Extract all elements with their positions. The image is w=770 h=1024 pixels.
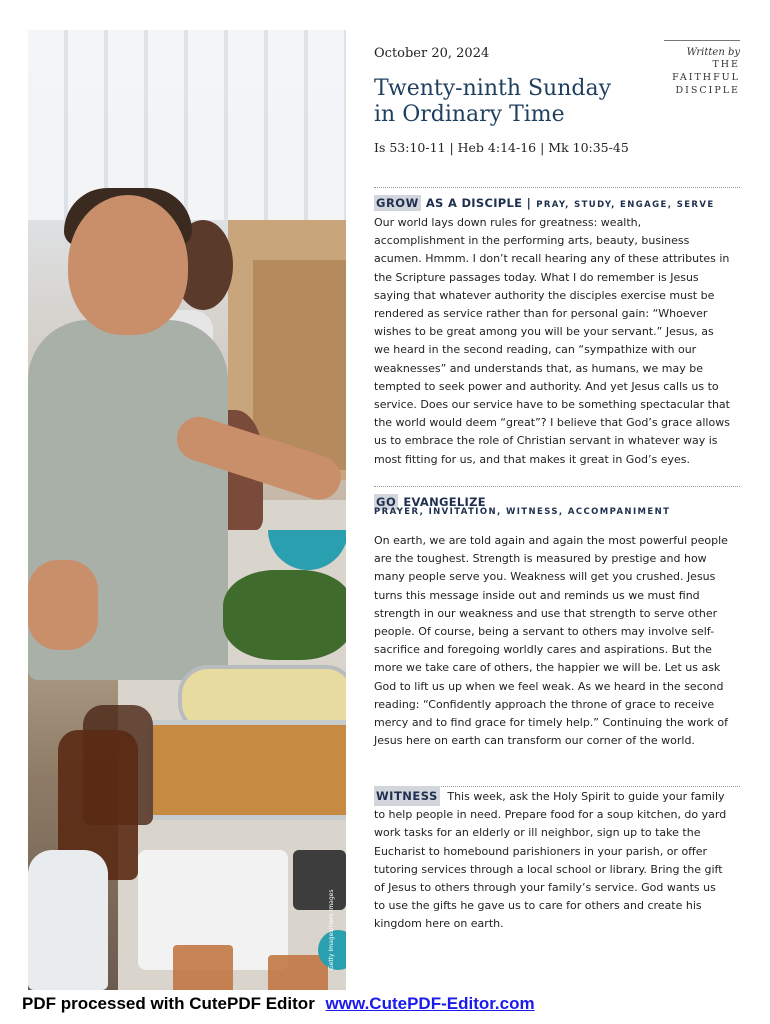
title-line-2: in Ordinary Time — [374, 102, 565, 127]
cutepdf-link[interactable]: www.CutePDF-Editor.com — [325, 994, 535, 1013]
grow-body: Our world lays down rules for greatness: wealth, accomplishment in the performing arts, beauty, business acumen. Hmmm. I don’t recall hearing any of these attributes in the Scripture passages today. What I do remember is Jesus saying that whatever authority the disciples exercise must be rendered as service rather than for personal gain: “Whoever wishes to be great among you will be your servant.” Jesus, as we heard in the second reading, can “sympathize with our weaknesses” and understands that, as humans, we may be tempted to seek power and authority. And yet Jesus calls us to service. Does our service have to be something spectacular that the world would deem “great”? I believe that God’s grace allows us to embrace the role of Christian servant in whatever way is most fitting for us, and that makes it great in God’s eyes. — [374, 216, 730, 466]
witness-body: This week, ask the Holy Spirit to guide your family to help people in need. Prepare food for a soup kitchen, do yard work tasks for an elderly or ill neighbor, sign up to take the Eucharist to homebound parishioners in your parish, or offer tutoring services through a local school or library. Bring the gift of Jesus to others through your family’s service. God wants us to use the gifts he gave us to care for others and create his kingdom here on earth. — [374, 790, 727, 931]
go-heading: EVANGELIZE — [403, 495, 486, 509]
go-tag: GO — [376, 495, 397, 509]
witness-tag: WITNESS — [374, 786, 440, 806]
witness-paragraph — [374, 786, 730, 934]
grow-subheading: PRAY, STUDY, ENGAGE, SERVE — [536, 200, 715, 210]
pdf-watermark — [22, 994, 535, 1014]
brand-line-3: DISCIPLE — [675, 85, 740, 96]
grow-section-heading — [374, 187, 740, 210]
grow-heading: AS A DISCIPLE | — [425, 196, 532, 210]
watermark-text: PDF processed with CutePDF Editor — [22, 994, 315, 1013]
volunteers-serving-food-photo — [28, 30, 346, 990]
date: October 20, 2024 — [374, 46, 490, 61]
title-line-1: Twenty-ninth Sunday — [374, 76, 612, 101]
brand-line-2: FAITHFUL — [672, 72, 740, 83]
brand-logo — [664, 40, 740, 97]
page-title — [374, 76, 644, 128]
brand-written-by: Written by — [686, 47, 740, 58]
scripture-readings: Is 53:10-11 | Heb 4:14-16 | Mk 10:35-45 — [374, 140, 629, 155]
grow-tag: GROW — [376, 196, 419, 210]
go-body: On earth, we are told again and again the most powerful people are the toughest. Strength is measured by prestige and how many people serve you. Weakness will get you crushed. Jesus turns this message inside out and reminds us we must find strength in our weakness and use that strength to serve other people. Of course, being a servant to others may involve self-sacrifice and foregoing worldly cares and aspirations. But the more we take care of others, the happier we will be. Let us ask God to lift us up when we feel weak. As we heard in the second reading: “Confidently approach the throne of grace to receive mercy and to find grace for timely help.” Continuing the work of Jesus here on earth can transform our corner of the world. — [374, 534, 728, 748]
go-section-heading — [374, 486, 740, 509]
photo-credit: Getty Images/Hero Images — [328, 889, 335, 970]
go-subheading: PRAYER, INVITATION, WITNESS, ACCOMPANIMENT — [374, 507, 671, 517]
brand-line-1: THE — [712, 59, 740, 70]
